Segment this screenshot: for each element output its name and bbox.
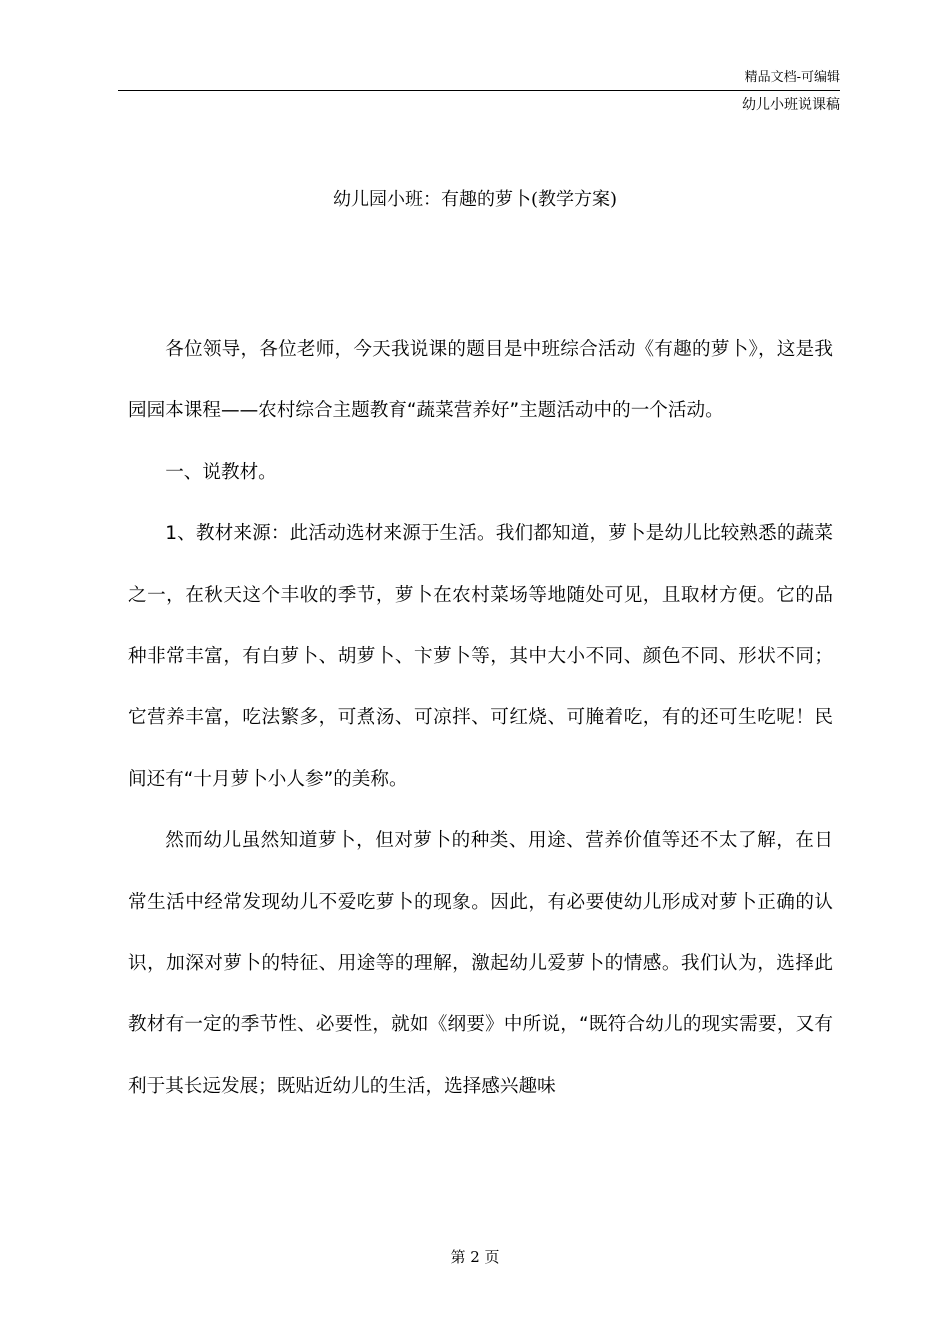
paragraph-intro: 各位领导，各位老师，今天我说课的题目是中班综合活动《有趣的萝卜》，这是我园园本课程——农村综合主题教育“蔬菜营养好”主题活动中的一个活动。 [128, 339, 833, 422]
header-top-label: 精品文档-可编辑 [744, 70, 840, 85]
document-body [128, 319, 833, 1117]
document-title: 幼儿园小班：有趣的萝卜(教学方案) [332, 189, 618, 210]
page-number: 第 2 页 [450, 1248, 500, 1266]
section-heading: 一、说教材。 [165, 461, 277, 483]
header-divider [118, 90, 840, 91]
paragraph-material-source: 1、教材来源：此活动选材来源于生活。我们都知道，萝卜是幼儿比较熟悉的蔬菜之一，在秋天这个丰收的季节，萝卜在农村菜场等地随处可见，且取材方便。它的品种非常丰富，有白萝卜、胡萝卜、卞萝卜等，其中大小不同、颜色不同、形状不同；它营养丰富，吃法繁多，可煮汤、可凉拌、可红烧、可腌着吃，有的还可生吃呢！民间还有“十月萝卜小人参”的美称。 [128, 523, 833, 790]
paragraph-rationale: 然而幼儿虽然知道萝卜，但对萝卜的种类、用途、营养价值等还不太了解，在日常生活中经常发现幼儿不爱吃萝卜的现象。因此，有必要使幼儿形成对萝卜正确的认识，加深对萝卜的特征、用途等的理解，激起幼儿爱萝卜的情感。我们认为，选择此教材有一定的季节性、必要性，就如《纲要》中所说，“既符合幼儿的现实需要，又有利于其长远发展；既贴近幼儿的生活，选择感兴趣味 [128, 830, 833, 1097]
header-subtitle: 幼儿小班说课稿 [742, 97, 840, 113]
